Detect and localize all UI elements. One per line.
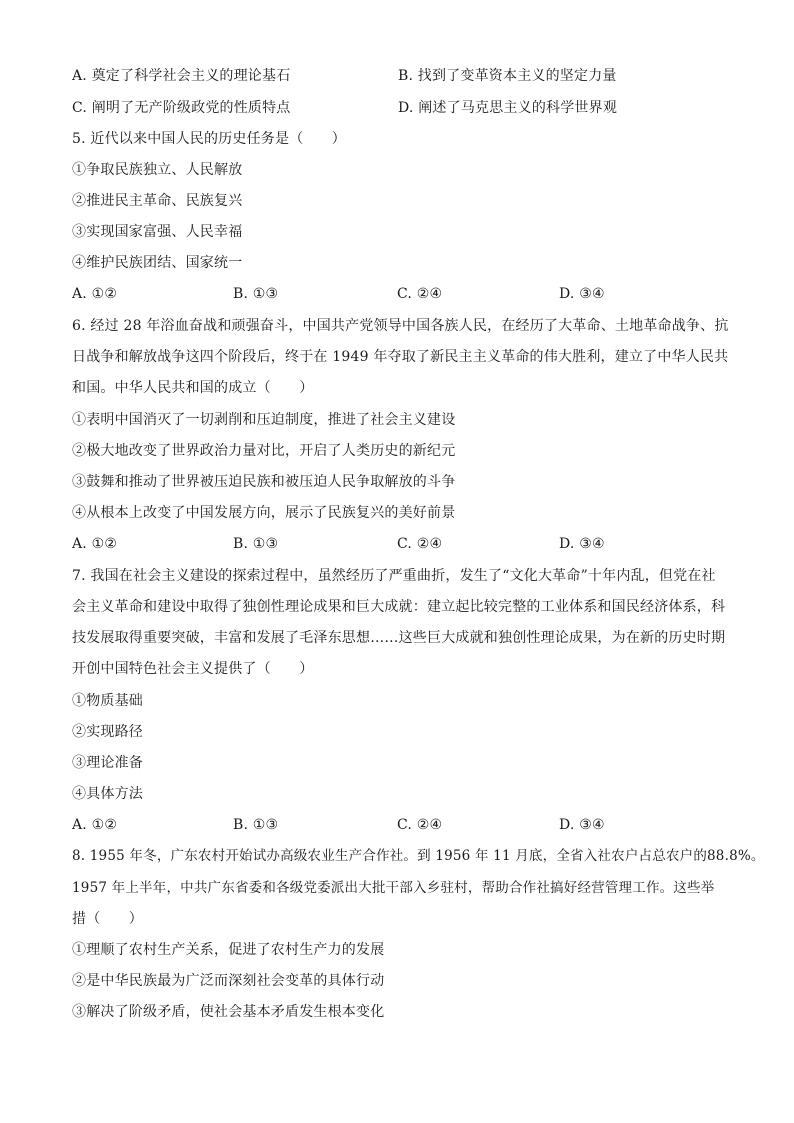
q8-item-2: ②是中华民族最为广泛而深刻社会变革的具体行动 <box>72 973 385 989</box>
q6-option-b[interactable]: B. ①③ <box>233 536 279 552</box>
q5-item-2: ②推进民主革命、民族复兴 <box>72 193 243 209</box>
q8-stem-line-2: 1957 年上半年，中共广东省委和各级党委派出大批干部入乡驻村，帮助合作社搞好经营管理工作。这些举 <box>72 880 715 896</box>
q8-item-3: ③解决了阶级矛盾，使社会基本矛盾发生根本变化 <box>72 1004 385 1020</box>
q6-item-2: ②极大地改变了世界政治力量对比，开启了人类历史的新纪元 <box>72 443 456 459</box>
q6-stem-line-1: 6. 经过 28 年浴血奋战和顽强奋斗，中国共产党领导中国各族人民，在经历了大革命、土地革命战争、抗 <box>72 318 729 334</box>
q8-stem-line-1: 8. 1955 年冬，广东农村开始试办高级农业生产合作社。到 1956 年 11 月底，全省入社农户占总农户的88.8%。 <box>72 848 765 864</box>
q5-item-3: ③实现国家富强、人民幸福 <box>72 224 243 240</box>
q6-stem-line-3: 和国。中华人民共和国的成立（ ） <box>72 380 314 396</box>
q6-option-c[interactable]: C. ②④ <box>397 536 443 552</box>
q7-stem-line-2: 会主义革命和建设中取得了独创性理论成果和巨大成就：建立起比较完整的工业体系和国民经济体系，科 <box>72 599 726 615</box>
q7-item-2: ②实现路径 <box>72 724 143 740</box>
q5-stem: 5. 近代以来中国人民的历史任务是（ ） <box>72 131 347 147</box>
q5-option-a[interactable]: A. ①② <box>72 286 118 302</box>
q7-option-d[interactable]: D. ③④ <box>559 817 605 833</box>
q7-stem-line-3: 技发展取得重要突破，丰富和发展了毛泽东思想……这些巨大成就和独创性理论成果，为在新的历史时期 <box>72 630 726 646</box>
q7-stem-line-1: 7. 我国在社会主义建设的探索过程中，虽然经历了严重曲折，发生了“文化大革命”十年内乱，但党在社 <box>72 568 716 584</box>
q5-option-d[interactable]: D. ③④ <box>559 286 605 302</box>
q7-option-a[interactable]: A. ①② <box>72 817 118 833</box>
q6-option-d[interactable]: D. ③④ <box>559 536 605 552</box>
q4-option-c[interactable]: C. 阐明了无产阶级政党的性质特点 <box>72 100 291 116</box>
q6-option-a[interactable]: A. ①② <box>72 536 118 552</box>
q8-stem-line-3: 措（ ） <box>72 911 143 927</box>
q7-stem-line-4: 开创中国特色社会主义提供了（ ） <box>72 661 314 677</box>
q5-option-b[interactable]: B. ①③ <box>233 286 279 302</box>
q4-option-b[interactable]: B. 找到了变革资本主义的坚定力量 <box>398 68 617 84</box>
q6-item-3: ③鼓舞和推动了世界被压迫民族和被压迫人民争取解放的斗争 <box>72 474 456 490</box>
q5-item-4: ④维护民族团结、国家统一 <box>72 255 243 271</box>
q5-item-1: ①争取民族独立、人民解放 <box>72 162 243 178</box>
q8-item-1: ①理顺了农村生产关系，促进了农村生产力的发展 <box>72 942 385 958</box>
q6-item-4: ④从根本上改变了中国发展方向，展示了民族复兴的美好前景 <box>72 505 456 521</box>
q7-item-4: ④具体方法 <box>72 786 143 802</box>
q4-option-d[interactable]: D. 阐述了马克思主义的科学世界观 <box>398 100 618 116</box>
q7-item-3: ③理论准备 <box>72 755 143 771</box>
q7-option-b[interactable]: B. ①③ <box>233 817 279 833</box>
q5-option-c[interactable]: C. ②④ <box>397 286 443 302</box>
q7-item-1: ①物质基础 <box>72 693 143 709</box>
q6-stem-line-2: 日战争和解放战争这四个阶段后，终于在 1949 年夺取了新民主主义革命的伟大胜利，建立了中华人民共 <box>72 349 729 365</box>
q7-option-c[interactable]: C. ②④ <box>397 817 443 833</box>
q6-item-1: ①表明中国消灭了一切剥削和压迫制度，推进了社会主义建设 <box>72 412 456 428</box>
q4-option-a[interactable]: A. 奠定了科学社会主义的理论基石 <box>72 68 291 84</box>
